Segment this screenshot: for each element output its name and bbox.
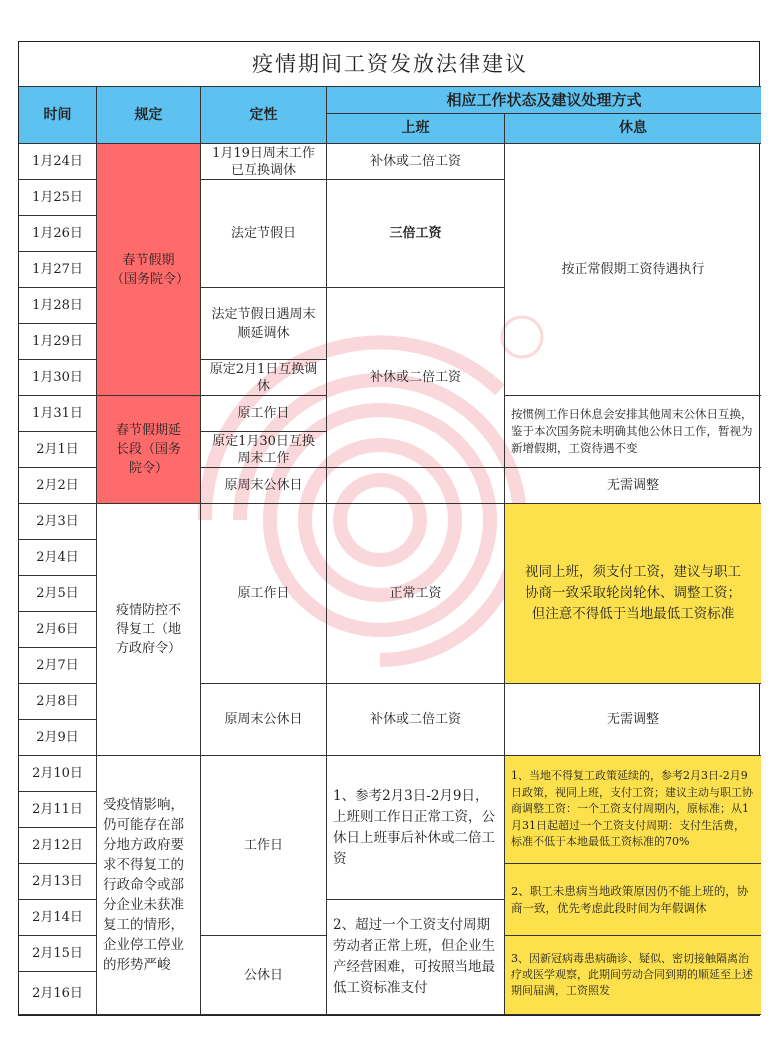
nature-orig-weekend: 原周末公休日 [201, 468, 327, 504]
rest-note-2: 2、职工未患病当地政策原因仍不能上班的，协商一致，优先考虑此段时间为年假调休 [505, 864, 761, 936]
header-time: 时间 [19, 87, 97, 144]
work-comp-double: 补休或二倍工资 [327, 144, 505, 180]
nature-workday: 工作日 [201, 756, 327, 936]
header-rule: 规定 [97, 87, 201, 144]
header-rest: 休息 [505, 114, 761, 144]
nature-jan30-swap: 原定1月30日互换周末工作 [201, 432, 327, 468]
work-comp-double: 补休或二倍工资 [327, 288, 505, 468]
date-cell: 2月11日 [19, 792, 97, 828]
rest-no-adjust: 无需调整 [505, 684, 761, 756]
date-cell: 2月12日 [19, 828, 97, 864]
rule-epidemic-impact: 受疫情影响，仍可能存在部分地方政府要求不得复工的行政命令或部分企业未获准复工的情形，企业停工停业的形势严峻 [97, 756, 201, 1015]
rest-note-1: 1、当地不得复工政策延续的，参考2月3日-2月9日政策，视同上班，支付工资；建议主动与职工协商调整工资：一个工资支付周期内，原标准；从1月31日起超过一个工资支付周期：支付生活费，标准不低于本地最低工资标准的70% [505, 756, 761, 864]
date-cell: 2月2日 [19, 468, 97, 504]
date-cell: 1月27日 [19, 252, 97, 288]
date-cell: 1月25日 [19, 180, 97, 216]
header-work: 上班 [327, 114, 505, 144]
rest-normal-holiday: 按正常假期工资待遇执行 [505, 144, 761, 396]
rule-spring-extension: 春节假期延长段（国务院令） [97, 396, 201, 504]
date-cell: 1月30日 [19, 360, 97, 396]
nature-feb1-swap: 原定2月1日互换调休 [201, 360, 327, 396]
nature-orig-workday-2: 原工作日 [201, 504, 327, 684]
date-cell: 2月15日 [19, 936, 97, 972]
rule-spring-holiday: 春节假期（国务院令） [97, 144, 201, 396]
work-empty [327, 468, 505, 504]
work-comp-double: 补休或二倍工资 [327, 684, 505, 756]
nature-statutory-weekend: 法定节假日遇周末顺延调休 [201, 288, 327, 360]
date-cell: 2月7日 [19, 648, 97, 684]
nature-orig-weekend-2: 原周末公休日 [201, 684, 327, 756]
nature-jan19-swap: 1月19日周末工作已互换调休 [201, 144, 327, 180]
date-cell: 1月31日 [19, 396, 97, 432]
date-cell: 2月1日 [19, 432, 97, 468]
work-reference-2: 2、超过一个工资支付周期劳动者正常上班，但企业生产经营困难，可按照当地最低工资标准支付 [327, 900, 505, 1015]
rest-note-3: 3、因新冠病毒患病确诊、疑似、密切接触隔离治疗或医学观察，此期间劳动合同到期的顺延至上述期间届满，工资照发 [505, 936, 761, 1015]
header-nature: 定性 [201, 87, 327, 144]
date-cell: 2月3日 [19, 504, 97, 540]
date-cell: 1月24日 [19, 144, 97, 180]
work-normal: 正常工资 [327, 504, 505, 684]
nature-orig-workday: 原工作日 [201, 396, 327, 432]
date-cell: 2月10日 [19, 756, 97, 792]
work-reference-1: 1、参考2月3日-2月9日，上班则工作日正常工资，公休日上班事后补休或二倍工资 [327, 756, 505, 900]
rest-no-adjust: 无需调整 [505, 468, 761, 504]
date-cell: 1月28日 [19, 288, 97, 324]
work-triple: 三倍工资 [327, 180, 505, 288]
date-cell: 1月26日 [19, 216, 97, 252]
rest-custom-workday: 按惯例工作日休息会安排其他周末公休日互换，鉴于本次国务院未明确其他公休日工作，暂视为新增假期，工资待遇不变 [505, 396, 761, 468]
date-cell: 2月5日 [19, 576, 97, 612]
date-cell: 2月9日 [19, 720, 97, 756]
wage-advice-table [18, 41, 760, 1016]
page-title: 疫情期间工资发放法律建议 [19, 42, 761, 87]
rest-treat-as-work: 视同上班，须支付工资，建议与职工协商一致采取轮岗轮休、调整工资；但注意不得低于当地最低工资标准 [505, 504, 761, 684]
date-cell: 2月6日 [19, 612, 97, 648]
header-group: 相应工作状态及建议处理方式 [327, 87, 761, 114]
nature-statutory: 法定节假日 [201, 180, 327, 288]
date-cell: 2月14日 [19, 900, 97, 936]
date-cell: 2月8日 [19, 684, 97, 720]
rule-epidemic-control: 疫情防控不得复工（地方政府令） [97, 504, 201, 756]
date-cell: 2月4日 [19, 540, 97, 576]
date-cell: 1月29日 [19, 324, 97, 360]
date-cell: 2月13日 [19, 864, 97, 900]
nature-rest-day: 公休日 [201, 936, 327, 1015]
date-cell: 2月16日 [19, 972, 97, 1015]
